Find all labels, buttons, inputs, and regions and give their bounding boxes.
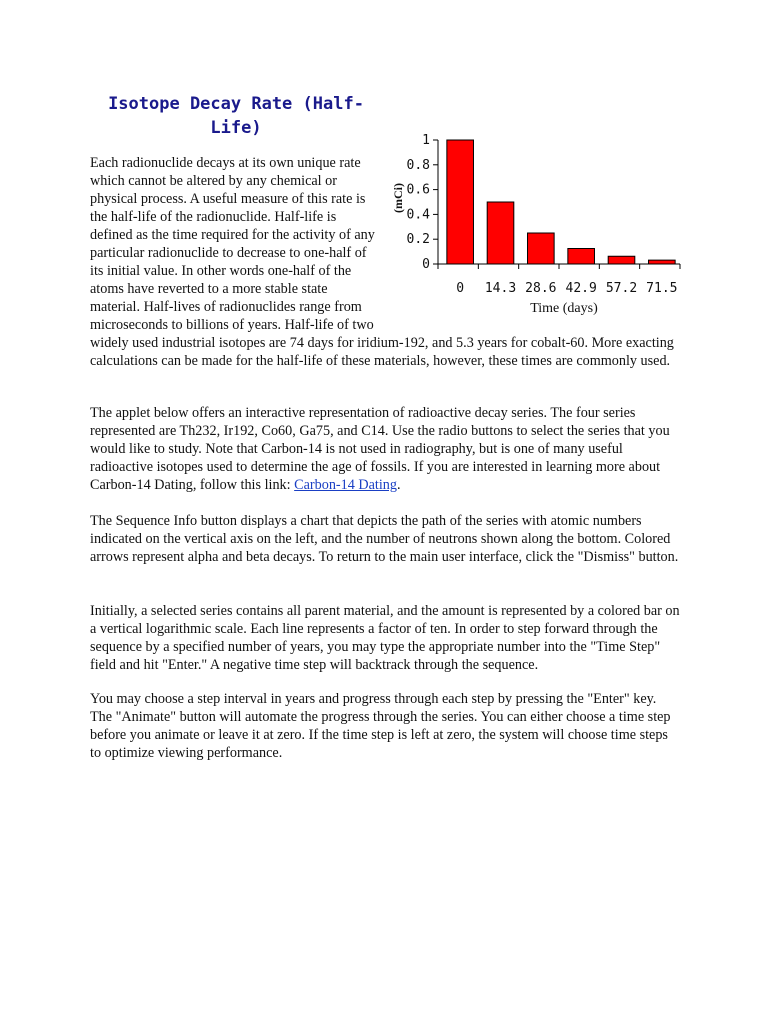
paragraph-applet-intro [90,404,680,494]
chart-float-spacer [380,154,680,320]
x-axis-label: Time (days) [530,301,598,316]
y-tick-label: 0 [422,257,430,272]
y-axis-label: (mCi) [391,183,405,213]
page-title: Isotope Decay Rate (Half-Life) [108,94,364,138]
y-tick-label: 0.6 [406,182,430,198]
x-tick-label: 71.5 [646,281,678,296]
y-tick-label: 0.8 [406,157,430,173]
y-tick-label: 0.4 [406,207,430,223]
paragraph-initial-series: Initially, a selected series contains all parent material, and the amount is represented by a colored bar on a vertical logarithmic scale. Each line represents a factor of ten. In order to step forward through the sequence by a specified number of years, you may type the appropriate number into the "Time Step" field and hit "Enter." A negative time step will backtrack through the sequence. [90,603,680,673]
paragraph-step-interval: You may choose a step interval in years and progress through each step by pressing the "Enter" key. The "Animate" button will automate the progress through the series. You can either choose a time step before you animate or leave it at zero. If the time step is left at zero, the system will choose time steps to optimize viewing performance. [90,691,671,761]
paragraph-half-life-text: Each radionuclide decays at its own unique rate which cannot be altered by any chemical or physical process. A useful measure of this rate is the half-life of the radionuclide. Half-life is defined as the time required for the activity of any particular radionuclide to decrease to one-half of its initial value. In other words one-half of the atoms have reverted to a more stable state material. Half-lives of radionuclides range from microseconds to billions of years. Half-life of two widely used industrial isotopes are 74 days for iridium-192, and 5.3 years for cobalt-60. More exacting calculations can be made for the half-life of these materials, however, these times are commonly used. [90,155,674,369]
x-tick-label: 57.2 [605,281,638,296]
x-tick-label: 14.3 [484,281,517,296]
x-tick-label: 42.9 [565,281,597,296]
paragraph-sequence-info: The Sequence Info button displays a chart that depicts the path of the series with atomic numbers indicated on the vertical axis on the left, and the number of neutrons shown along the bottom. Colored arrows represent alpha and beta decays. To return to the main user interface, click the "Dismiss" button. [90,513,679,565]
x-tick-label: 28.6 [525,281,557,296]
paragraph-half-life-intro [90,154,680,370]
carbon-14-dating-link[interactable]: Carbon-14 Dating [294,477,397,493]
paragraph-applet-end: . [396,477,401,493]
y-tick-label: 1 [422,133,430,148]
x-tick-label: 0 [456,281,465,296]
paragraph-applet-text: The applet below offers an interactive representation of radioactive decay series. The four series represented are Th232, Ir192, Co60, Ga75, and C14. Use the radio buttons to select the series that you would like to study. Note that Carbon-14 is not used in radiography, but is one of many useful radioactive isotopes used to determine the age of fossils. If you are interested in learning more about Carbon-14 Dating, follow this link: [90,405,670,493]
y-tick-label: 0.2 [406,232,430,248]
